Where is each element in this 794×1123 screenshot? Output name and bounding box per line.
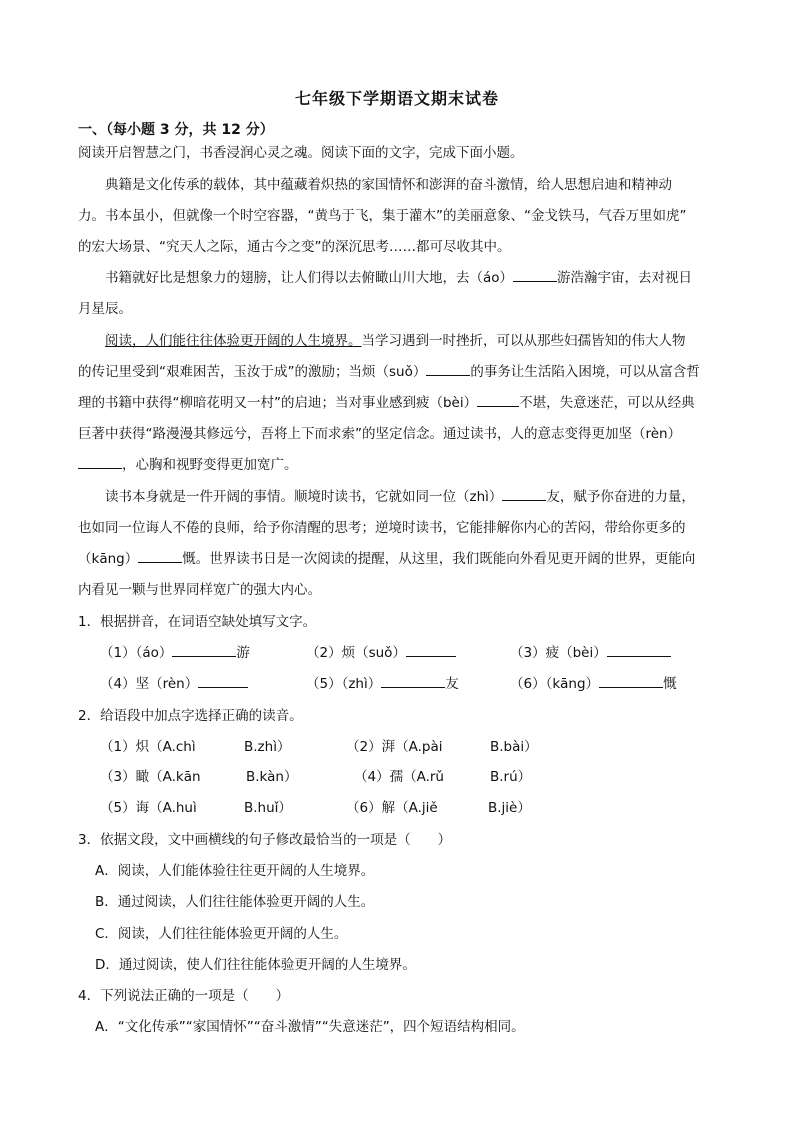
fill-blank[interactable] (477, 394, 519, 407)
q1-item-label: （4）坚（rèn） (100, 676, 199, 692)
passage-text: 书籍就好比是想象力的翅膀，让人们得以去俯瞰山川大地，去（áo） (105, 270, 514, 286)
q4-stem: 4．下列说法正确的一项是（ ） (78, 988, 290, 1004)
q3-stem: 3．依据文段，文中画横线的句子修改最恰当的一项是（ ） (78, 832, 452, 848)
passage-p3-line4: 巨著中获得“路漫漫其修远兮，吾将上下而求索”的坚定信念。通过读书，人的意志变得更加坚（rèn） (78, 426, 682, 442)
fill-blank[interactable] (198, 675, 248, 688)
q3-option-b[interactable]: B．通过阅读，人们往往能体验更开阔的人生。 (95, 894, 375, 910)
passage-text: 的传记里受到“艰难困苦，玉汝于成”的激励；当烦（suǒ） (78, 364, 427, 380)
passage-p4-line1 (105, 487, 765, 507)
passage-text: 理的书籍中获得“柳暗花明又一村”的启迪；当对事业感到疲（bèi） (78, 395, 478, 411)
passage-p3-line5 (78, 455, 738, 475)
fill-blank[interactable] (381, 675, 445, 688)
q2-item-6-b: B.jiè） (488, 800, 531, 816)
q2-item-5-b: B.huǐ） (244, 800, 292, 816)
passage-p2-line2: 月星辰。 (78, 301, 132, 317)
passage-p4-line2: 也如同一位诲人不倦的良师，给予你清醒的思考；逆境时读书，它能排解你内心的苦闷，带给你更多的 (78, 520, 686, 536)
q2-item-1-a: （1）炽（A.chì (100, 739, 196, 755)
q3-option-c[interactable]: C．阅读，人们往往能体验更开阔的人生。 (95, 926, 348, 942)
q2-item-4-a: （4）孺（A.rǔ (354, 769, 444, 785)
q1-stem: 1．根据拼音，在词语空缺处填写文字。 (78, 614, 317, 630)
fill-blank[interactable] (172, 644, 236, 657)
passage-p4-line3 (78, 549, 738, 569)
fill-blank[interactable] (78, 456, 122, 469)
passage-p1-line2: 力。书本虽小，但就像一个时空容器，“黄鸟于飞，集于灌木”的美丽意象、“金戈铁马，气吞万里如虎” (78, 208, 687, 224)
passage-p3-line2 (78, 362, 738, 382)
passage-p3-line1 (105, 331, 765, 351)
fill-blank[interactable] (599, 675, 663, 688)
underlined-sentence: 阅读，人们能往往体验更开阔的人生境界。 (105, 333, 362, 349)
passage-text: 读书本身就是一件开阔的事情。顺境时读书，它就如同一位（zhì） (105, 489, 503, 505)
q1-item-label: （5）（zhì） (306, 676, 382, 692)
q2-item-3-a: （3）瞰（A.kān (100, 769, 201, 785)
q1-item-4 (100, 674, 248, 694)
passage-p1-line1: 典籍是文化传承的载体，其中蕴藏着炽热的家国情怀和澎湃的奋斗激情，给人思想启迪和精神动 (105, 177, 672, 193)
q1-item-5 (306, 674, 459, 694)
q1-item-1 (100, 643, 250, 663)
fill-blank[interactable] (138, 550, 182, 563)
q4-option-a[interactable]: A．“文化传承”“家国情怀”“奋斗激情”“失意迷茫”，四个短语结构相同。 (95, 1019, 525, 1035)
passage-text: 慨。世界读书日是一次阅读的提醒，从这里，我们既能向外看见更开阔的世界，更能向 (182, 551, 696, 567)
passage-p4-line4: 内看见一颗与世界同样宽广的强大内心。 (78, 582, 321, 598)
fill-blank[interactable] (513, 269, 557, 282)
q2-item-2-b: B.bài） (490, 739, 538, 755)
passage-text: ，心胸和视野变得更加宽广。 (122, 457, 298, 473)
q3-option-a[interactable]: A．阅读，人们能体验往往更开阔的人生境界。 (95, 863, 375, 879)
intro-text: 阅读开启智慧之门，书香浸润心灵之魂。阅读下面的文字，完成下面小题。 (78, 145, 524, 161)
q2-item-1-b: B.zhì） (244, 739, 291, 755)
passage-text: 当学习遇到一时挫折，可以从那些妇孺皆知的伟大人物 (361, 333, 686, 349)
q1-item-6 (510, 674, 677, 694)
q2-item-4-b: B.rú） (490, 769, 532, 785)
q2-item-2-a: （2）湃（A.pài (346, 739, 443, 755)
q1-item-label: （2）烦（suǒ） (306, 645, 406, 661)
fill-blank[interactable] (426, 363, 470, 376)
q1-item-suffix: 游 (236, 645, 250, 661)
passage-p1-line3: 的宏大场景、“究天人之际，通古今之变”的深沉思考……都可尽收其中。 (78, 239, 511, 255)
passage-text: 的事务让生活陷入困境，可以从富含哲 (470, 364, 700, 380)
passage-text: 友，赋予你奋进的力量， (546, 489, 695, 505)
q2-item-3-b: B.kàn） (246, 769, 298, 785)
q3-option-d[interactable]: D．通过阅读，使人们往往能体验更开阔的人生境界。 (95, 957, 416, 973)
passage-text: 不堪，失意迷茫，可以从经典 (519, 395, 695, 411)
section-heading: 一、（每小题 3 分，共 12 分） (78, 122, 274, 138)
page-title: 七年级下学期语文期末试卷 (294, 89, 499, 108)
fill-blank[interactable] (607, 644, 671, 657)
passage-p2-line1 (105, 268, 765, 288)
q2-item-6-a: （6）解（A.jiě (346, 800, 438, 816)
q1-item-suffix: 友 (445, 676, 459, 692)
q1-item-suffix: 慨 (663, 676, 677, 692)
q1-item-label: （6）（kāng） (510, 676, 600, 692)
fill-blank[interactable] (502, 488, 546, 501)
q2-stem: 2．给语段中加点字选择正确的读音。 (78, 708, 303, 724)
q2-item-5-a: （5）诲（A.huì (100, 800, 197, 816)
passage-text: （kāng） (78, 551, 139, 567)
passage-p3-line3 (78, 393, 738, 413)
q1-item-3 (510, 643, 671, 663)
passage-text: 游浩瀚宇宙，去对视日 (557, 270, 693, 286)
fill-blank[interactable] (406, 644, 456, 657)
q1-item-2 (306, 643, 456, 663)
q1-item-label: （3）疲（bèi） (510, 645, 607, 661)
q1-item-label: （1）（áo） (100, 645, 173, 661)
